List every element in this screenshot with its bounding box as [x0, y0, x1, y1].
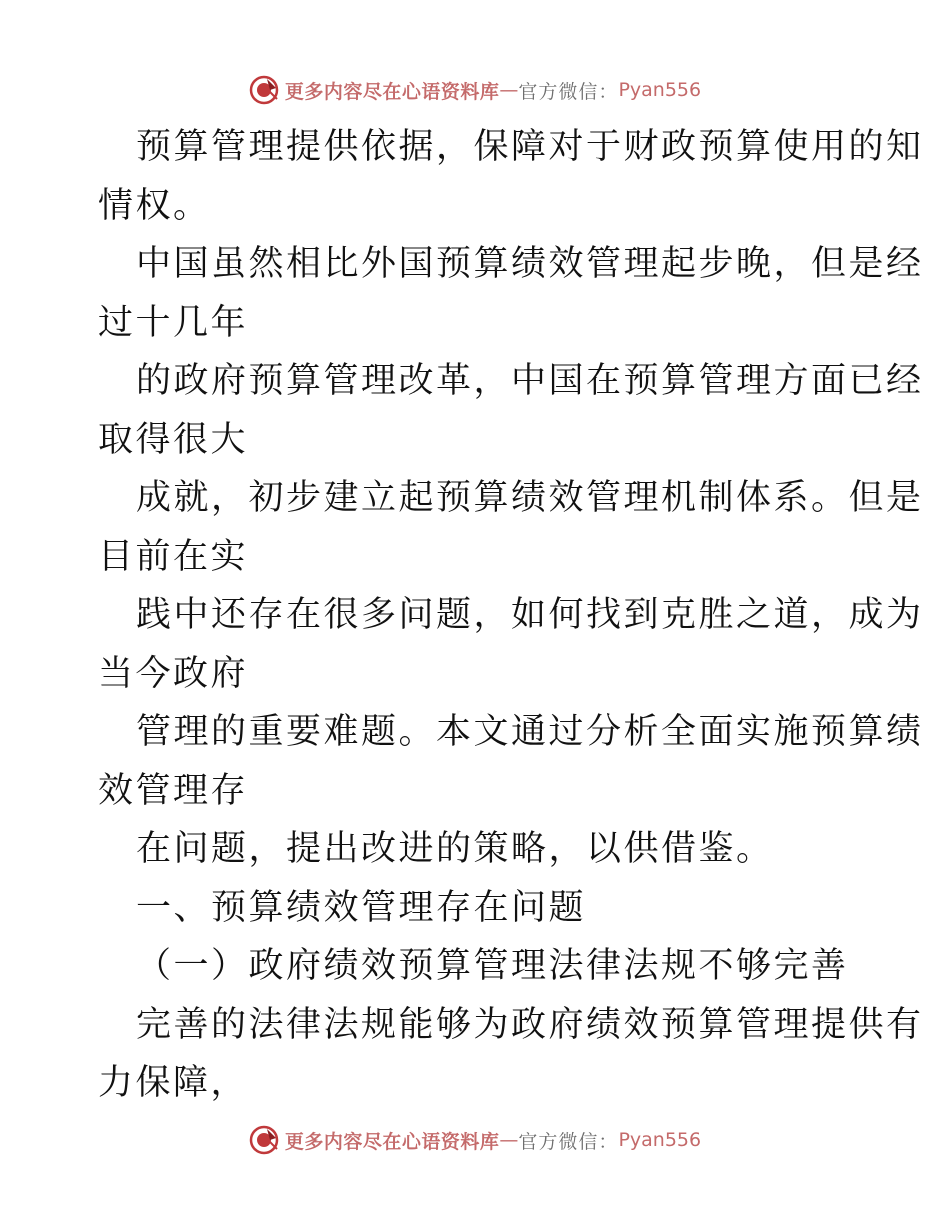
subsection-heading: （一）政府绩效预算管理法律法规不够完善 [136, 946, 849, 986]
text-line: 预算管理提供依据，保障对于财政预算使用的知 [136, 127, 924, 167]
banner-main-text: 更多内容尽在心语资料库 [284, 1130, 500, 1153]
banner-official-label: 官方微信： [518, 80, 619, 103]
banner-dash: — [499, 1129, 519, 1151]
text-line: 践中还存在很多问题，如何找到克胜之道，成为 [136, 595, 924, 635]
pen-logo-icon [249, 1125, 279, 1155]
banner-main-text: 更多内容尽在心语资料库 [284, 80, 500, 103]
text-line: 过十几年 [98, 302, 249, 343]
text-line: 成就，初步建立起预算绩效管理机制体系。但是 [136, 478, 924, 518]
text-line: 效管理存 [98, 770, 249, 811]
text-line: 管理的重要难题。本文通过分析全面实施预算绩 [136, 712, 924, 752]
section-heading: 一、预算绩效管理存在问题 [136, 887, 587, 928]
banner-dash: — [499, 79, 519, 101]
text-line: 完善的法律法规能够为政府绩效预算管理提供有 [136, 1004, 924, 1045]
footer-banner [0, 1120, 950, 1160]
text-line: 力保障， [98, 1063, 249, 1103]
text-line: 中国虽然相比外国预算绩效管理起步晚，但是经 [136, 244, 924, 284]
header-banner [0, 70, 950, 110]
text-line: 目前在实 [98, 536, 249, 577]
text-line: 当今政府 [98, 653, 249, 694]
pen-logo-icon [249, 75, 279, 105]
document-body [98, 118, 924, 1113]
text-line: 取得很大 [98, 419, 249, 460]
text-line: 情权。 [98, 185, 211, 226]
banner-wechat-id: Pyan556 [618, 1129, 702, 1151]
text-line: 在问题，提出改进的策略，以供借鉴。 [136, 829, 774, 869]
banner-wechat-id: Pyan556 [618, 79, 702, 101]
banner-official-label: 官方微信： [518, 1130, 619, 1153]
text-line: 的政府预算管理改革，中国在预算管理方面已经 [136, 361, 924, 401]
